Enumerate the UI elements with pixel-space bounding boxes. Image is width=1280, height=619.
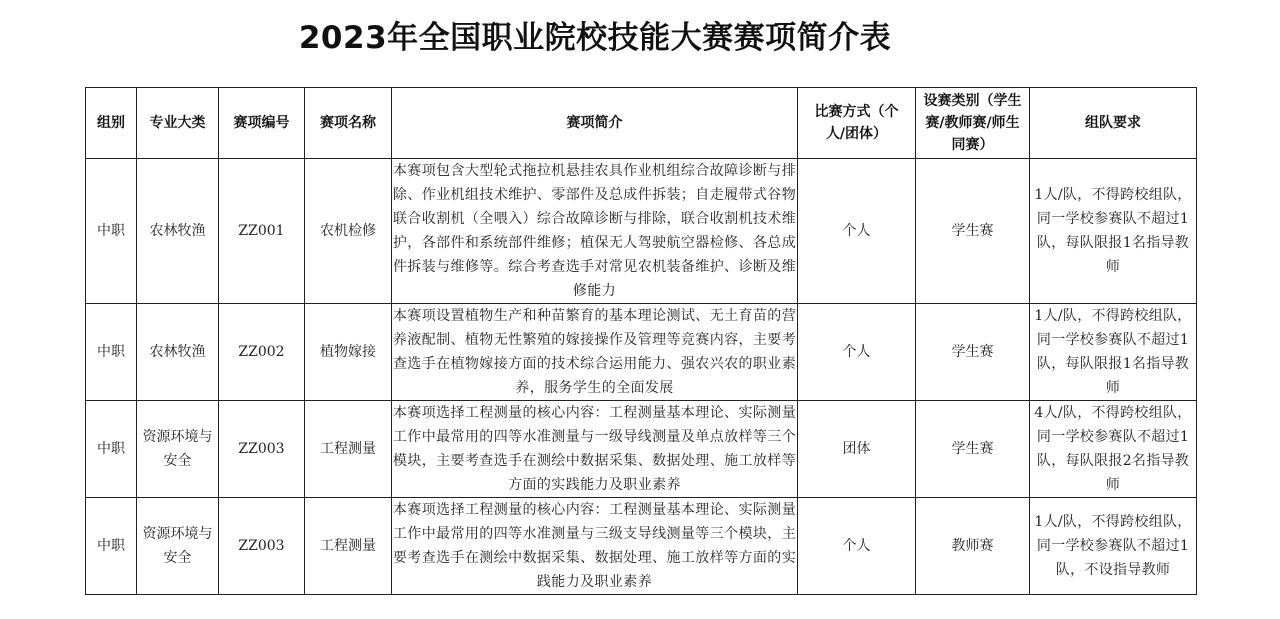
cell-mode: 团体 — [798, 401, 916, 498]
cell-type: 教师赛 — [916, 498, 1030, 595]
competition-table — [85, 87, 1197, 595]
cell-team: 4人/队，不得跨校组队，同一学校参赛队不超过1队，每队限报2名指导教师 — [1030, 401, 1197, 498]
cell-name: 植物嫁接 — [305, 304, 392, 401]
cell-group: 中职 — [86, 159, 137, 304]
document-title: 2023年全国职业院校技能大赛赛项简介表 — [298, 20, 892, 56]
table-header-row — [86, 88, 1197, 159]
header-name: 赛项名称 — [305, 88, 392, 159]
table-row — [86, 401, 1197, 498]
cell-intro: 本赛项包含大型轮式拖拉机悬挂农具作业机组综合故障诊断与排除、作业机组技术维护、零部件及总成件拆装；自走履带式谷物联合收割机（全喂入）综合故障诊断与排除，联合收割机技术维护，各部件和系统部件维修；植保无人驾驶航空器检修、各总成件拆装与维修等。综合考查选手对常见农机装备维护、诊断及维修能力 — [392, 159, 798, 304]
cell-type: 学生赛 — [916, 159, 1030, 304]
cell-type: 学生赛 — [916, 401, 1030, 498]
cell-name: 农机检修 — [305, 159, 392, 304]
cell-code: ZZ002 — [219, 304, 305, 401]
cell-code: ZZ003 — [219, 401, 305, 498]
cell-category: 农林牧渔 — [137, 304, 219, 401]
table-row — [86, 159, 1197, 304]
cell-mode: 个人 — [798, 498, 916, 595]
cell-category: 资源环境与安全 — [137, 401, 219, 498]
header-type: 设赛类别（学生赛/教师赛/师生同赛） — [916, 88, 1030, 159]
header-group: 组别 — [86, 88, 137, 159]
cell-group: 中职 — [86, 498, 137, 595]
table-row — [86, 304, 1197, 401]
header-intro: 赛项简介 — [392, 88, 798, 159]
cell-mode: 个人 — [798, 159, 916, 304]
header-code: 赛项编号 — [219, 88, 305, 159]
cell-name: 工程测量 — [305, 401, 392, 498]
cell-intro: 本赛项选择工程测量的核心内容：工程测量基本理论、实际测量工作中最常用的四等水准测量与一级导线测量及单点放样等三个模块，主要考查选手在测绘中数据采集、数据处理、施工放样等方面的实践能力及职业素养 — [392, 401, 798, 498]
cell-team: 1人/队，不得跨校组队，同一学校参赛队不超过1队，每队限报1名指导教师 — [1030, 159, 1197, 304]
cell-group: 中职 — [86, 304, 137, 401]
cell-team: 1人/队，不得跨校组队，同一学校参赛队不超过1队，每队限报1名指导教师 — [1030, 304, 1197, 401]
header-mode: 比赛方式（个人/团体） — [798, 88, 916, 159]
table-row — [86, 498, 1197, 595]
cell-category: 资源环境与安全 — [137, 498, 219, 595]
cell-name: 工程测量 — [305, 498, 392, 595]
cell-type: 学生赛 — [916, 304, 1030, 401]
header-team: 组队要求 — [1030, 88, 1197, 159]
cell-mode: 个人 — [798, 304, 916, 401]
cell-code: ZZ001 — [219, 159, 305, 304]
cell-code: ZZ003 — [219, 498, 305, 595]
cell-intro: 本赛项设置植物生产和种苗繁育的基本理论测试、无土育苗的营养液配制、植物无性繁殖的嫁接操作及管理等竞赛内容，主要考查选手在植物嫁接方面的技术综合运用能力、强农兴农的职业素养，服务学生的全面发展 — [392, 304, 798, 401]
header-category: 专业大类 — [137, 88, 219, 159]
cell-intro: 本赛项选择工程测量的核心内容：工程测量基本理论、实际测量工作中最常用的四等水准测量与三级支导线测量等三个模块，主要考查选手在测绘中数据采集、数据处理、施工放样等方面的实践能力及职业素养 — [392, 498, 798, 595]
cell-category: 农林牧渔 — [137, 159, 219, 304]
cell-team: 1人/队，不得跨校组队，同一学校参赛队不超过1队，不设指导教师 — [1030, 498, 1197, 595]
cell-group: 中职 — [86, 401, 137, 498]
